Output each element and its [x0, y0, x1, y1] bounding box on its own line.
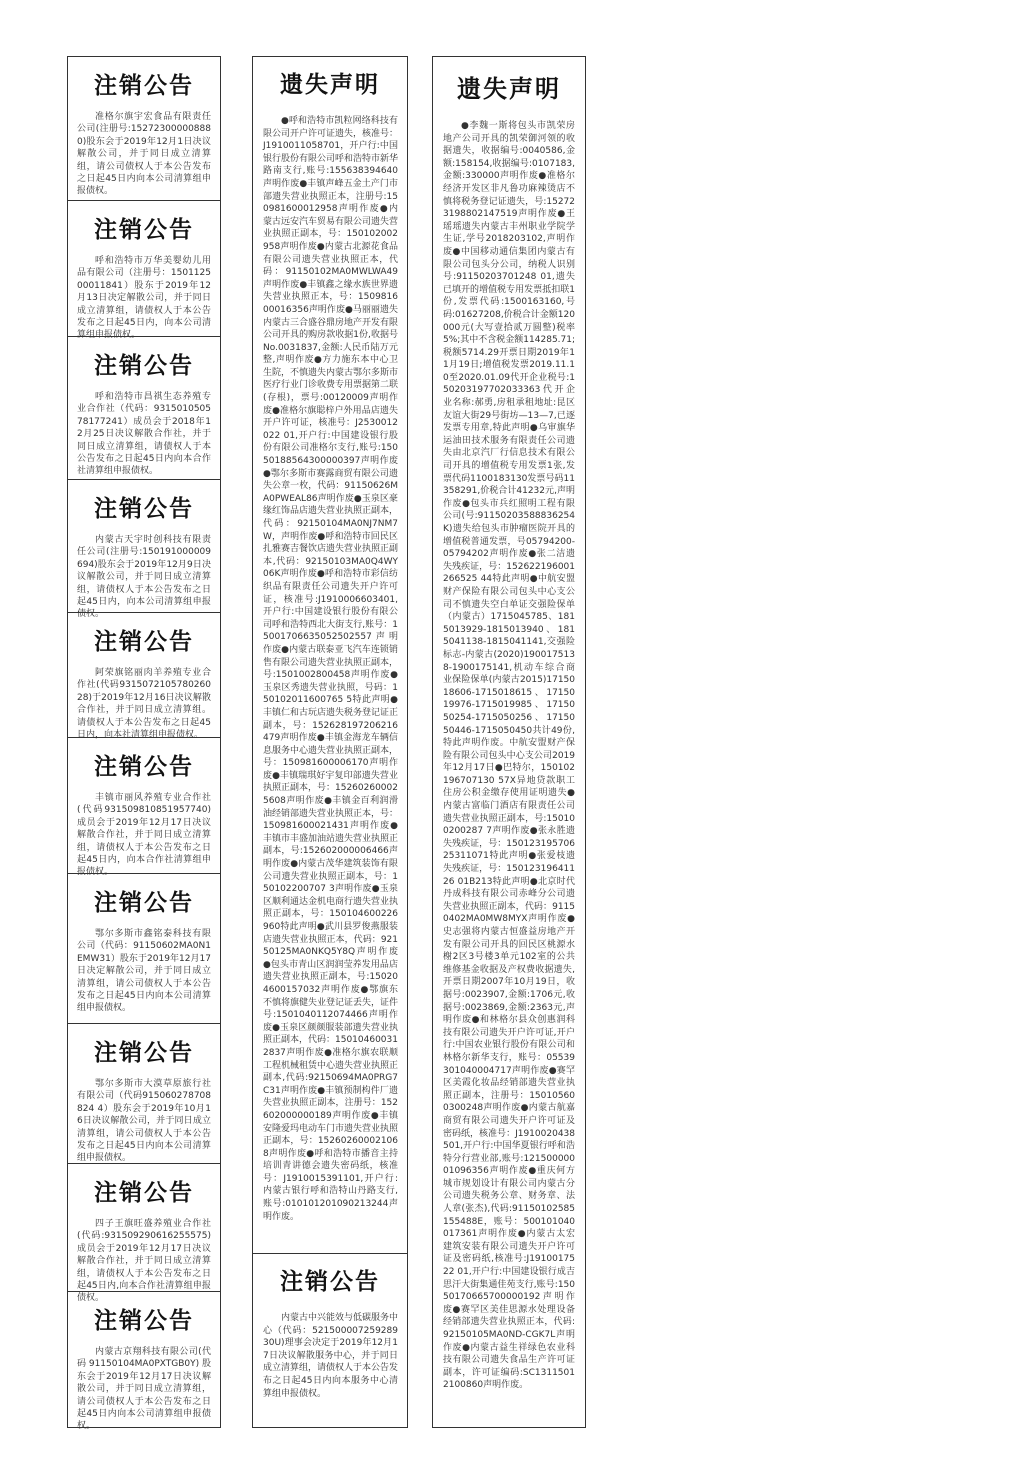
notice-title: 注销公告	[94, 496, 194, 522]
notice-cell	[68, 1163, 220, 1304]
notice-cell	[68, 1023, 220, 1163]
notice-cell	[68, 336, 220, 479]
notice-title: 注销公告	[280, 1269, 380, 1295]
notice-body: 阿荣旗铭丽肉羊养殖专业合作社(代码931507210578026028)于2019年12月16日决议解散合作社，并于同日成立清算组。请债权人于本公告发布之日起45日内，向本社清算组申报债权。	[77, 668, 211, 741]
notice-body: 丰镇市丽风养殖专业合作社(代码931509810851957740)成员会于2019年12月17日决议解散合作社，并于同日成立清算组，请债权人于本公告发布之日起45日内，向本合作社清算组申报债权。	[77, 793, 211, 878]
notice-body: 内蒙古天宇时创科技有限责任公司(注册号:150191000009694)股东会于2019年12月9日决议解散公司，并于同日成立清算组，请债权人于本公告发布之日起45日内，向本公司清算组申报债权。	[77, 535, 211, 620]
notice-cell	[68, 57, 220, 200]
notice-title: 注销公告	[94, 353, 194, 379]
notice-title: 遗失声明	[457, 75, 561, 103]
notice-cell	[433, 57, 585, 1429]
notice-cell	[68, 612, 220, 741]
notice-body: 鄂尔多斯市大漠草原旅行社有限公司（代码915060278708824 4）股东会于2019年10月16日决议解散公司，并于同日成立清算组，请公司债权人于本公告发布之日起45日内向本公司清算组申报债权。	[77, 1079, 211, 1164]
notice-title: 注销公告	[94, 1308, 194, 1334]
notice-title: 注销公告	[94, 890, 194, 916]
notice-title: 注销公告	[94, 629, 194, 655]
notice-cell	[68, 1291, 220, 1432]
notice-cell	[68, 200, 220, 341]
notice-title: 注销公告	[94, 754, 194, 780]
column-2	[252, 56, 408, 1428]
column-3	[432, 56, 586, 1428]
notice-body: 四子王旗旺盛养殖业合作社(代码:931509290616255575)成员会于2019年12月17日决议解散合作社，并于同日成立清算组，请债权人于本公告发布之日起45日内,向本合作社清算组申报债权。	[77, 1219, 211, 1304]
notice-body: 呼和浩特市昌祺生态养殖专业合作社（代码：931501050578177241）成员会于2018年12月25日决议解散合作社，并于同日成立清算组，请债权人于本公告发布之日起45日内向本合作社清算组申报债权。	[77, 392, 211, 477]
notice-cell	[253, 57, 407, 1253]
notice-body: 内蒙古京翔科技有限公司(代码91150104MA0PXTGB0Y)股东会于2019年12月17日决议解散公司，并于同日成立清算组，请公司债权人于本公告发布之日起45日内向本公司清算组申报债权。	[77, 1347, 211, 1432]
notice-cell	[68, 479, 220, 620]
notice-cell	[68, 873, 220, 1023]
notice-cell	[68, 737, 220, 878]
column-1	[67, 56, 221, 1432]
notice-cell	[253, 1253, 407, 1429]
notice-body: ●呼和浩特市凯粒网络科技有限公司开户许可证遗失，核准号：J1910011058701，开户行:中国银行股份有限公司呼和浩特市新华路南支行,账号:155638394640声明作废●丰镇声峰五金土产门市部遗失营业执照正本，注册号:150981600012958声明作废●内蒙古远安汽车贸易有限公司遗失营业执照正副本，号：150102002958声明作废●内蒙古北源花食品有限公司遗失营业执照正本，代码：91150102MA0MWLWA49声明作废●丰镇鑫之缘水族世界遗失营业执照正本，号：150981600016356声明作废●马丽丽遗失内蒙古三合盛谷鼎房地产开发有限公司开具的购房款收据1份,收据号No.0031837,金额:人民币陆万元整,声明作废●方力施东本中心卫生院，不慎遗失内蒙古鄂尔多斯市医疗行业门诊收费专用票据第二联(存根)，票号:00120009声明作废●准格尔旗聪梓户外用品店遗失开户许可证，核准号：J2530012022 01,开户行:中国建设银行股份有限公司准格尔支行,账号:15050188564300000397声明作废●鄂尔多斯市赛露商贸有限公司遗失公章一枚，代码：91150626MA0PWEAL86声明作废●玉泉区豪缘红饰品店遗失营业执照正副本，代码：92150104MA0NJ7NM7W，声明作废●呼和浩特市回民区扎雅赛吉餐饮店遗失营业执照正副本,代码：92150103MA0Q4WY06K声明作废●呼和浩特市彩信纺织品有限责任公司遗失开户许可证，核准号:J1910006603401,开户行:中国建设银行股份有限公司呼和浩特西北大街支行,账号：15001706635052502557声明作废●内蒙古联泰亚飞汽车连锁销售有限公司遗失营业执照正副本，号:1501002800458声明作废●玉泉区秀遗失营业执照，号码：150102011600765 5特此声明●丰镇仁和古玩店遗失税务登记证正副本，号：152628197206216479声明作废●丰镇金海龙车辆信息服务中心遗失营业执照正副本，号：150981600006170声明作废●丰镇瑞琪好宇复印部遗失营业执照正副本，号：152602600025608声明作废●丰镇金百利润滑油经销部遗失营业执照正本，号：150981600021431声明作废●丰镇市丰盛加油站遗失营业执照正副本，号:152602000006466声明作废●内蒙古茂华建筑装饰有限公司遗失营业执照正副本，号：150102200707 3声明作废●玉泉区顺利通达金机电商行遗失营业执照正副本，号：150104600226960特此声明●武川县罗俊燕服装店遗失营业执照正本，代码：92150125MA0NKQ5Y8Q声明作废●包头市青山区润润莹养发用品店遗失营业执照正副本，号:150204600157032声明作废●鄂旗东不慎将旗健失业登记证丢失，证件号:1501040112074466声明作废●玉泉区颜颜服装部遗失营业执照正副本，代码：150104600312837声明作废●准格尔旗农联顺工程机械租赁中心遗失营业执照正副本,代码:92150694MA0PRG7C31声明作废●丰镇预制构件厂遗失营业执照正副本，注册号：152602000000189声明作废●丰镇安隆爱玛电动车门市遗失营业执照正副本，号：152602600021068声明作废●呼和浩特市播音主持培训青讲德会遗失密码纸，核准号：J1910015391101,开户行:内蒙古银行呼和浩特山丹路支行,账号:010101201090213244声明作废。	[263, 116, 399, 1222]
notice-title: 注销公告	[94, 73, 194, 99]
notice-body: ●李魏一斯将包头市凯荣房地产公司开具的凯荣御河领的收据遗失，收据编号:0040586,金额:158154,收据编号:0107183,金额:330000声明作废●准格尔经济开发区非凡鲁功麻辣烫店不慎将税务登记证遗失，号:152723198802147519声明作废●王瑶瑶遗失内蒙古丰州职业学院学生证,学号2018203102,声明作废●中国移动通信集团内蒙古有限公司包头分公司，纳税人识别号:91150203701248 01,遗失已填开的增值税专用发票抵扣联1份,发票代码:1500163160,号码:01627208,价税合计金额120000元(大写壹拾贰万圆整)税率5%;其中不含税金额114285.71;税额5714.29开票日期2019年11月19日;增值税发票2019.11.10至2020.01.09代开企业税号:150203197702033363代开企业名称:郝勇,房租承租地址:昆区友谊大街29号街坊—13—7,已逐发票专用章,特此声明●乌审旗华运油田技术服务有限责任公司遗失由北京汽厂行信息技术有限公司开具的增值税专用发票1张,发票代码1100183130发票号码11358291,价税合计41232元,声明作废●包头市兵红照明工程有限公司(号:91150203588836254K)遗失给包头市肿瘤医院开具的增值税普通发票，号05794200-05794202声明作废●张二洁遗失残疾证，号：152622196001266525 44特此声明●中航安盟财产保险有限公司包头中心支公司不慎遗失空白单证交强险保单（内蒙古）1715045785、1815013929-1815013940、1815041138-1815041141,交强险标志-内蒙古(2020)1900175138-1900175141,机动车综合商业保险保单(内蒙古2015)1715018606-1715018615、1715019976-1715019985、1715050254-1715050256、1715050446-1715050450共计49份,特此声明作废。中航安盟财产保险有限公司包头中心支公司2019年12月17日●巴特尔，150102196707130 57X异地贷款职工住房公积金缴存使用证明遗失●内蒙古富临门酒店有限责任公司遗失营业执照正副本，号:150100200287 7声明作废●张永胜遗失残疾证，号：15012319570625311071特此声明●张爱枝遗失残疾证，号：15012319641126 01B213特此声明●北京时代丹成科技有限公司赤峰分公司遗失营业执照正副本，代码：91150402MA0MW8MYX声明作废●史志强将内蒙古恒盛益房地产开发有限公司开具的回民区桃源水榭2区3号楼3单元102室的公共维修基金收据及产权费收据遗失,开票日期2007年10月19日，收据号:0023907,金额:1706元,收据号:0023869,金额:2363元,声明作废●和林格尔县众创惠润科技有限公司遗失开户许可证,开户行:中国农业银行股份有限公司和林格尔新华支行，账号：05539301040004717声明作废●赛罕区美霞化妆品经销部遗失营业执照正副本，注册号：150105600300248声明作废●内蒙古航嘉商贸有限公司遗失开户许可证及密码纸，核准号：J1910020438501,开户行:中国华夏银行呼和浩特分行营业部,账号:12150000001096356声明作废●重庆何方城市规划设计有限公司内蒙古分公司遗失税务公章、财务章、法人章(张杰),代码:91150102585155488E，账号：500101040017361声明作废●内蒙古太宏建筑安装有限公司遗失开户许可证及密码纸,核准号:J1910017522 01,开户行:中国建设银行成吉思汗大街集通佳苑支行,账号:15050170665700000192声明作废●赛罕区美佳思源水处理设备经销部遗失营业执照正本，代码:92150105MA0ND-CGK7L声明作废●内蒙古益生祥绿色农业科技有限公司遗失食品生产许可证副本，许可证编码:SC13115012100860声明作废。	[443, 121, 576, 1391]
notice-body: 鄂尔多斯市鑫铭泰科技有限公司（代码：91150602MA0N1EMW31）股东于2019年12月17日决定解散公司，并于同日成立清算组，请公司债权人于本公告发布之日起45日内向本公司清算组申报债权。	[77, 929, 211, 1014]
notice-title: 注销公告	[94, 1040, 194, 1066]
notice-title: 遗失声明	[280, 72, 380, 98]
notice-title: 注销公告	[94, 217, 194, 243]
notice-title: 注销公告	[94, 1180, 194, 1206]
notice-body: 准格尔旗宇宏食品有限责任公司(注册号:152723000008880)股东会于2019年12月1日决议解散公司，并于同日成立清算组，请公司债权人于本公告发布之日起45日内向本公司清算组申报债权。	[77, 112, 211, 197]
notice-body: 内蒙古中兴能效与低碳服务中心（代码：52150000725928930U)理事会决定于2019年12月17日决议解散服务中心，并于同日成立清算组，请债权人于本公告发布之日起45日内向本服务中心清算组申报债权。	[263, 1313, 399, 1399]
notice-body: 呼和浩特市万华美婴幼儿用品有限公司（注册号：150112500011841）股东于2019年12月13日决定解散公司，并于同日成立清算组，请债权人于本公告发布之日起45日内，向本公司清算组申报债权。	[77, 256, 211, 341]
